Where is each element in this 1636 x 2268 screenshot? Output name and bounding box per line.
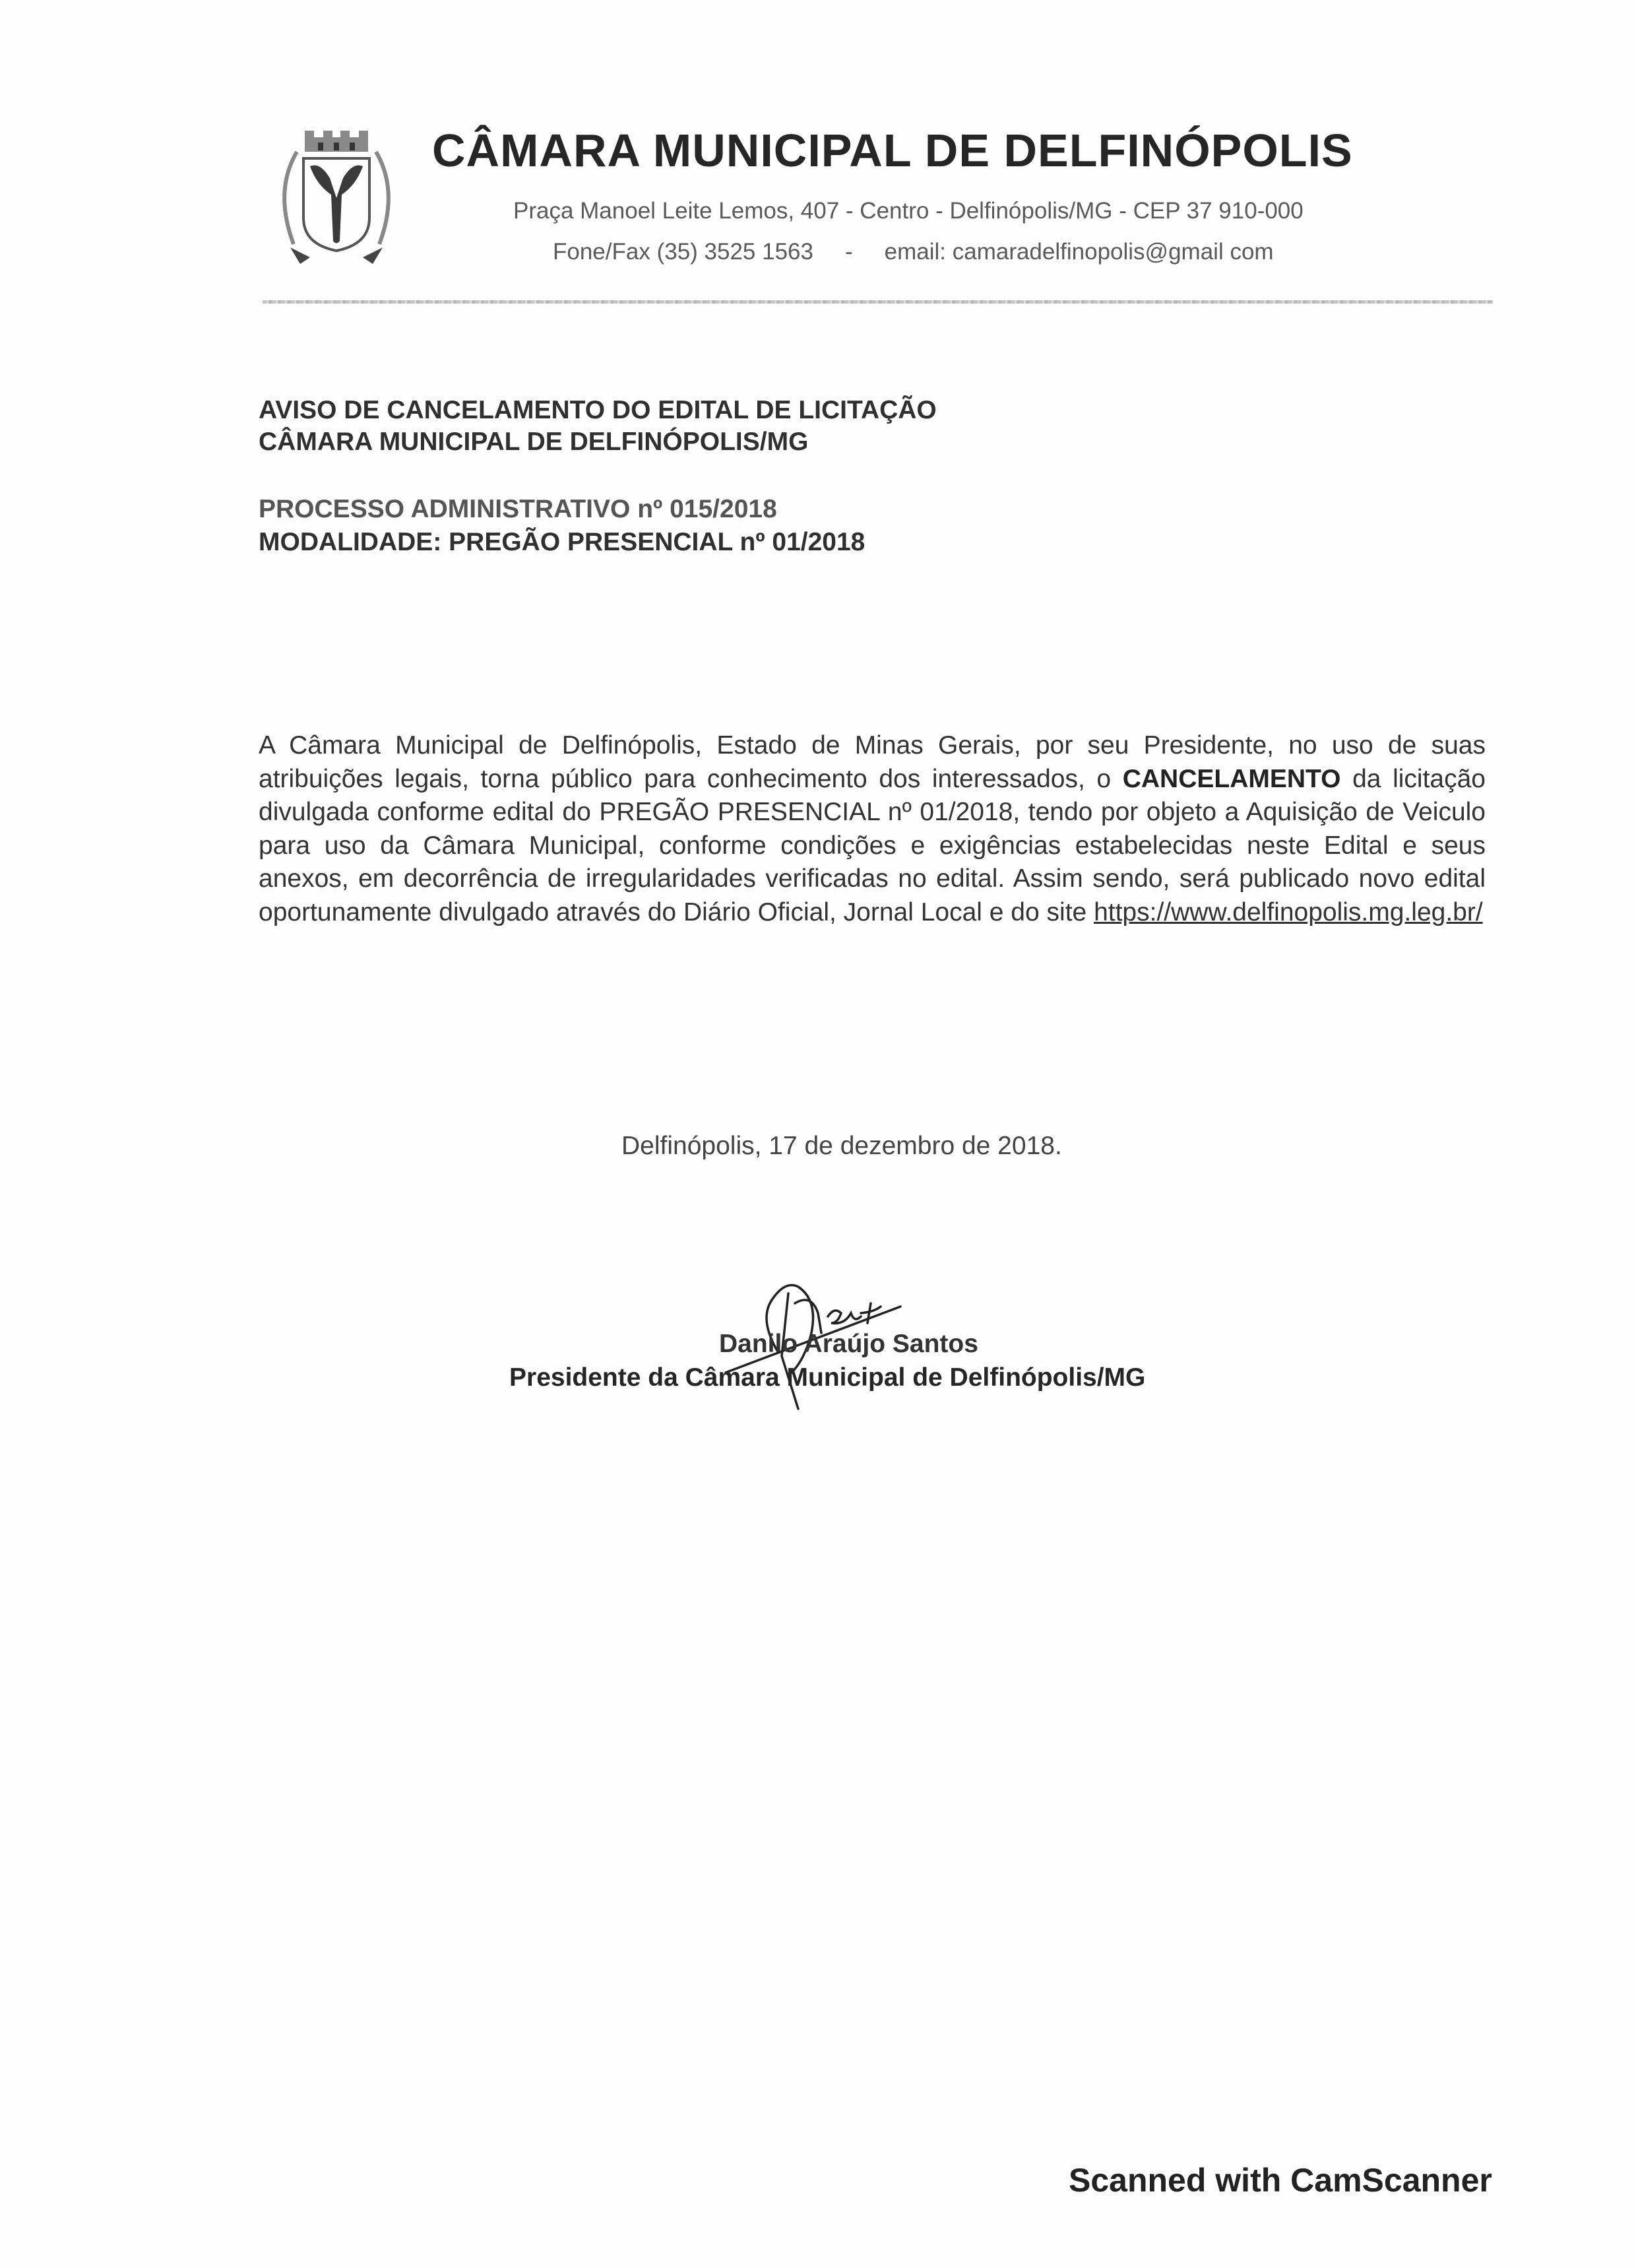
date-line: Delfinópolis, 17 de dezembro de 2018. [621,1132,1062,1160]
modalidade: MODALIDADE: PREGÃO PRESENCIAL nº 01/2018 [259,528,865,556]
signatory-name: Danilo Araújo Santos [719,1330,978,1358]
coat-of-arms-icon [264,125,409,271]
contact-line [553,239,1274,265]
body-text: da licitação divulgada conforme edital do PREGÃO PRESENCIAL nº 01/2018, tendo por objeto a Aquisição de Veiculo para uso da Câmara Municipal, conforme condições e exigências estabelecidas neste Edital e seus anexos, em decorrência de irregularidades verificadas no edital. Assim sendo, será publicado novo edital oportunamente divulgado através do Diário Oficial, Jornal Local e do site [259,764,1486,926]
website-link[interactable]: https://www.delfinopolis.mg.leg.br/ [1094,897,1483,926]
phone: Fone/Fax (35) 3525 1563 [553,239,813,265]
notice-body [259,729,1486,929]
organization-title: CÂMARA MUNICIPAL DE DELFINÓPOLIS [432,125,1353,176]
signatory-role: Presidente da Câmara Municipal de Delfinópolis/MG [509,1363,1146,1392]
separator: - [844,239,853,265]
camscanner-watermark: Scanned with CamScanner [1069,2162,1492,2199]
notice-subheading: CÂMARA MUNICIPAL DE DELFINÓPOLIS/MG [259,428,809,456]
address: Praça Manoel Leite Lemos, 407 - Centro - Delfinópolis/MG - CEP 37 910-000 [513,198,1304,224]
body-text: A Câmara Municipal de Delfinópolis, Estado de Minas Gerais, por seu Presidente, no uso de suas atribuições legais, torna público para conhecimento dos interessados, o [259,731,1486,793]
email: email: camaradelfinopolis@gmail com [884,239,1274,265]
processo-number: PROCESSO ADMINISTRATIVO nº 015/2018 [259,495,777,523]
notice-heading: AVISO DE CANCELAMENTO DO EDITAL DE LICITAÇÃO [259,396,937,424]
body-bold-text: CANCELAMENTO [1122,764,1341,793]
header-divider [263,300,1493,304]
